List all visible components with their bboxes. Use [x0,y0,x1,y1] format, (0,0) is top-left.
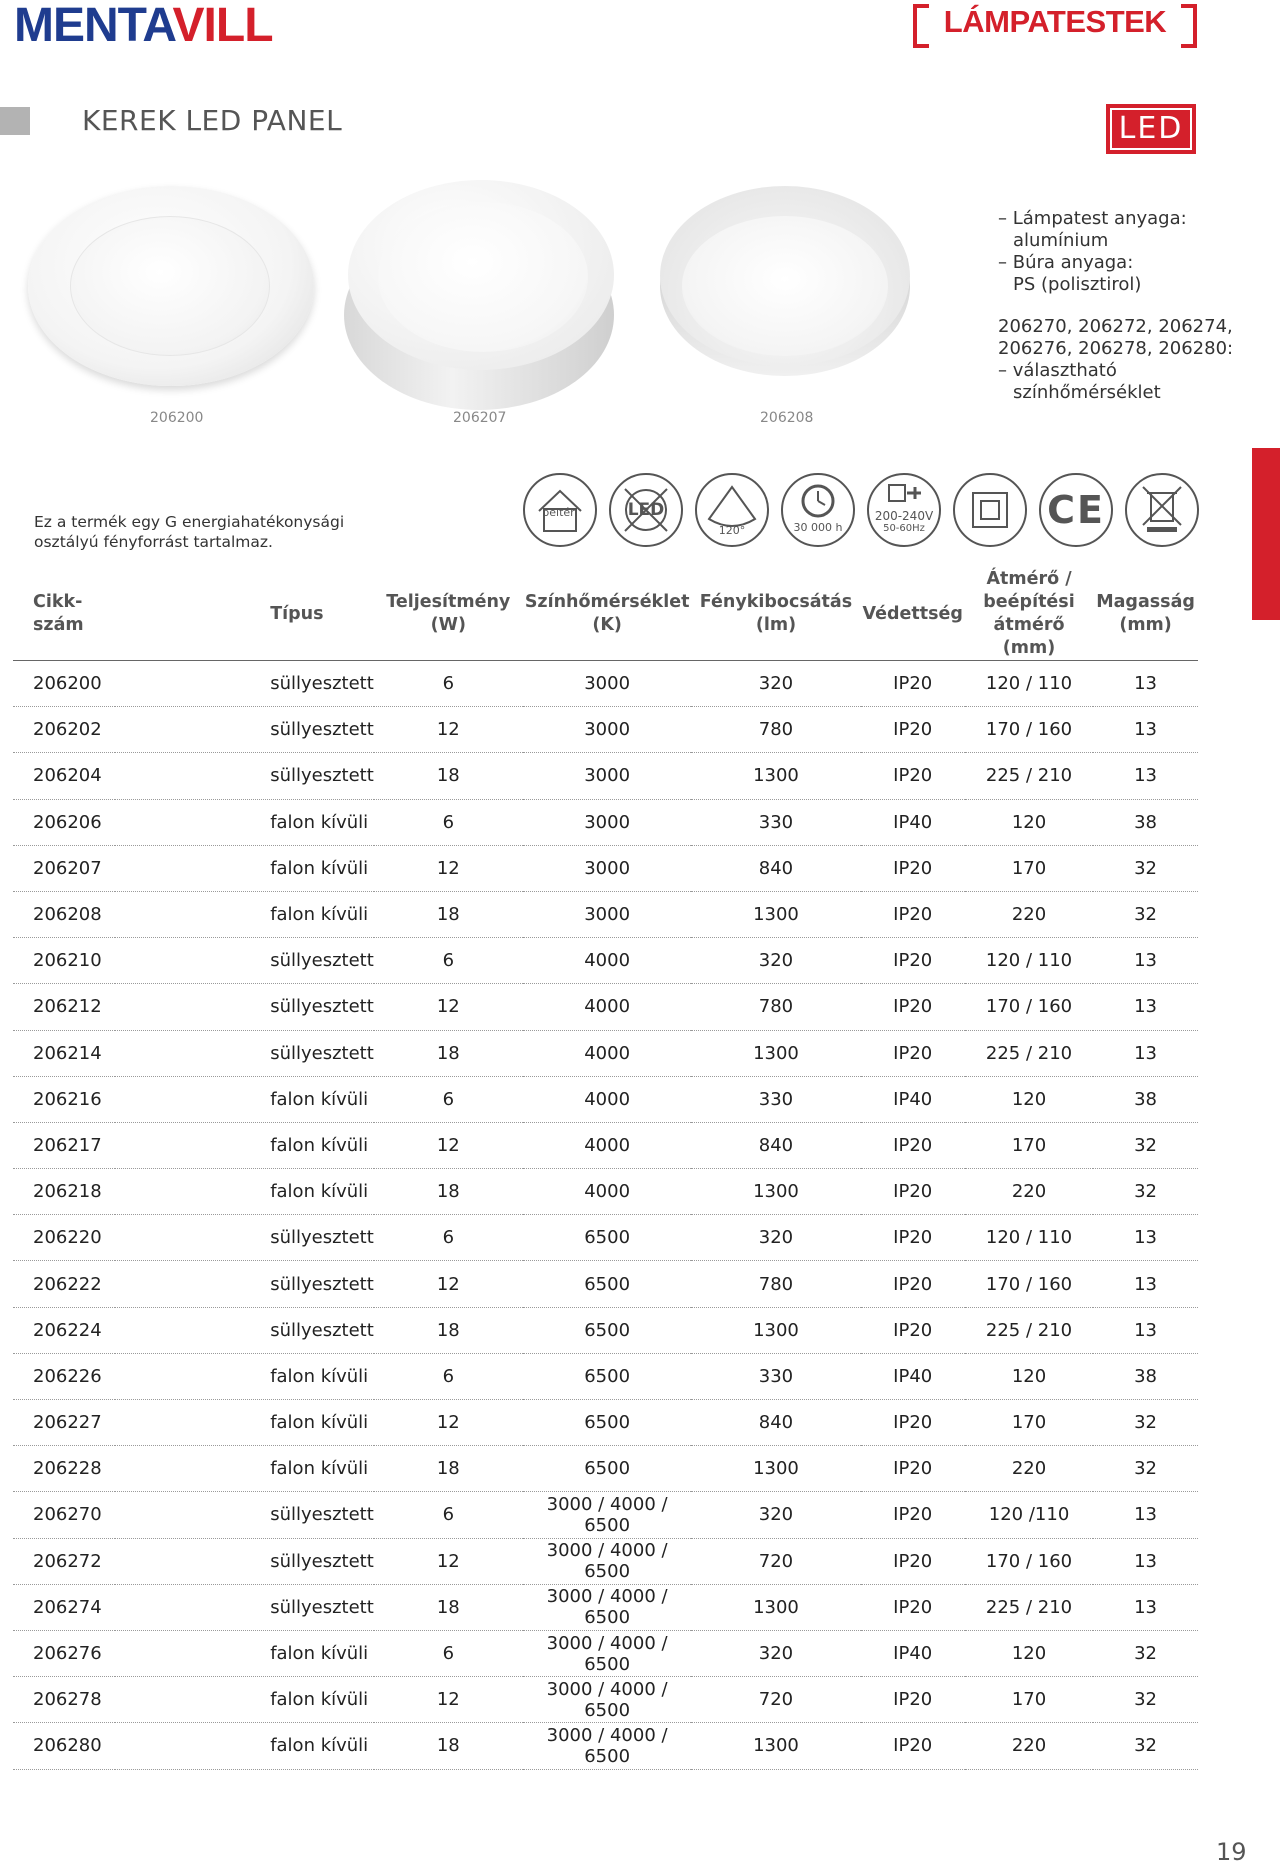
cell-color-temperature: 3000 [523,707,692,753]
cell-height: 13 [1093,707,1198,753]
voltage-icon-label [874,508,934,534]
cell-diameter: 170 [965,1400,1093,1446]
spec-line: – Búra anyaga: [998,252,1134,273]
cell-article-number: 206200 [13,661,115,707]
table-row [13,1307,1198,1353]
cell-color-temperature: 4000 [523,938,692,984]
lifetime-icon [781,473,855,547]
cell-protection: IP20 [861,1723,965,1769]
cell-height: 13 [1093,1030,1198,1076]
cell-protection: IP40 [861,1353,965,1399]
cell-type: falon kívüli [115,845,374,891]
cell-height: 13 [1093,661,1198,707]
cell-diameter: 170 / 160 [965,707,1093,753]
table-row [13,1261,1198,1307]
cell-luminous-flux: 320 [691,661,860,707]
cell-protection: IP20 [861,1030,965,1076]
cell-color-temperature: 6500 [523,1261,692,1307]
cell-color-temperature: 4000 [523,1122,692,1168]
cell-luminous-flux: 1300 [691,1584,860,1630]
feature-icons [523,473,1199,547]
indoor-icon-label: beltéri [542,505,578,519]
cell-type: falon kívüli [115,1169,374,1215]
table-row [13,984,1198,1030]
header-protection: Védettség [861,568,965,661]
cell-luminous-flux: 1300 [691,1723,860,1769]
cell-protection: IP20 [861,845,965,891]
header-luminous-flux: Fénykibocsátás (lm) [691,568,860,661]
table-row [13,661,1198,707]
cell-height: 13 [1093,1584,1198,1630]
cell-height: 32 [1093,1630,1198,1676]
spec-line: színhőmérséklet [1013,382,1161,403]
cell-power: 6 [374,799,523,845]
cell-color-temperature: 3000 [523,753,692,799]
cell-height: 13 [1093,1261,1198,1307]
cell-diameter: 120 [965,1076,1093,1122]
cell-height: 38 [1093,1353,1198,1399]
cell-height: 32 [1093,1400,1198,1446]
cell-color-temperature: 6500 [523,1307,692,1353]
cell-type: süllyesztett [115,1492,374,1538]
spec-line: – Lámpatest anyaga: [998,208,1187,229]
cell-height: 13 [1093,1215,1198,1261]
table-row [13,1492,1198,1538]
cell-type: falon kívüli [115,1353,374,1399]
cell-height: 38 [1093,799,1198,845]
cell-diameter: 170 / 160 [965,984,1093,1030]
product-photo-label: 206208 [760,410,814,426]
cell-diameter: 225 / 210 [965,1307,1093,1353]
cell-type: süllyesztett [115,753,374,799]
page-title: KEREK LED PANEL [82,104,343,137]
cell-color-temperature: 3000 / 4000 / 6500 [523,1677,692,1723]
product-photo-surface-round [344,180,618,412]
table-row [13,1723,1198,1769]
cell-luminous-flux: 330 [691,799,860,845]
cell-power: 6 [374,1492,523,1538]
product-photo-label: 206207 [453,410,507,426]
cell-luminous-flux: 330 [691,1353,860,1399]
cell-power: 18 [374,753,523,799]
cell-power: 18 [374,1030,523,1076]
section-tab-marker [1252,448,1280,620]
spec-line: PS (polisztirol) [1013,274,1142,295]
energy-class-note [34,512,344,552]
cell-type: falon kívüli [115,799,374,845]
cell-protection: IP20 [861,1215,965,1261]
cell-luminous-flux: 840 [691,1122,860,1168]
table-row [13,753,1198,799]
cell-article-number: 206207 [13,845,115,891]
cell-article-number: 206212 [13,984,115,1030]
product-photo-label: 206200 [150,410,204,426]
cell-luminous-flux: 330 [691,1076,860,1122]
cell-article-number: 206226 [13,1353,115,1399]
title-marker [0,107,30,135]
cell-color-temperature: 3000 [523,799,692,845]
table-row [13,1353,1198,1399]
cell-type: falon kívüli [115,1630,374,1676]
cell-height: 13 [1093,1538,1198,1584]
cell-protection: IP20 [861,1122,965,1168]
spec-line: – választható [998,360,1117,381]
cell-type: süllyesztett [115,1030,374,1076]
cell-luminous-flux: 780 [691,984,860,1030]
cell-protection: IP20 [861,1400,965,1446]
page-number: 19 [1216,1838,1247,1866]
cell-diameter: 120 / 110 [965,938,1093,984]
cell-type: süllyesztett [115,661,374,707]
cell-height: 32 [1093,891,1198,937]
cell-article-number: 206204 [13,753,115,799]
cell-diameter: 170 / 160 [965,1261,1093,1307]
cell-power: 18 [374,1584,523,1630]
cell-color-temperature: 6500 [523,1400,692,1446]
cell-type: süllyesztett [115,1215,374,1261]
cell-height: 32 [1093,1677,1198,1723]
category-label: LÁMPATESTEK [913,4,1197,40]
cell-diameter: 220 [965,1169,1093,1215]
cell-power: 12 [374,707,523,753]
cell-power: 6 [374,661,523,707]
indoor-icon [523,473,597,547]
cell-power: 6 [374,1630,523,1676]
spec-line: 206270, 206272, 206274, [998,316,1233,337]
header-color-temperature: Színhőmérséklet (K) [523,568,692,661]
cell-protection: IP20 [861,1446,965,1492]
cell-protection: IP20 [861,707,965,753]
cell-luminous-flux: 840 [691,1400,860,1446]
cell-height: 32 [1093,1723,1198,1769]
cell-diameter: 220 [965,1723,1093,1769]
spec-line: alumínium [1013,230,1109,251]
cell-protection: IP20 [861,1584,965,1630]
cell-luminous-flux: 320 [691,1492,860,1538]
cell-luminous-flux: 1300 [691,891,860,937]
cell-protection: IP20 [861,753,965,799]
cell-power: 6 [374,1215,523,1261]
table-row [13,707,1198,753]
cell-diameter: 120 / 110 [965,1215,1093,1261]
table-row [13,938,1198,984]
cell-article-number: 206227 [13,1400,115,1446]
led-no-uv-icon-label: LED [627,499,665,520]
cell-power: 18 [374,1446,523,1492]
cell-protection: IP40 [861,799,965,845]
table-body [13,661,1198,1770]
voltage-icon [867,473,941,547]
table-row [13,1169,1198,1215]
led-no-uv-icon [609,473,683,547]
cell-color-temperature: 3000 / 4000 / 6500 [523,1538,692,1584]
cell-color-temperature: 3000 / 4000 / 6500 [523,1584,692,1630]
cell-article-number: 206202 [13,707,115,753]
cell-power: 18 [374,1307,523,1353]
cell-color-temperature: 3000 [523,661,692,707]
cell-article-number: 206278 [13,1677,115,1723]
cell-article-number: 206208 [13,891,115,937]
brand-logo-part1: MENTA [14,0,173,52]
cell-power: 12 [374,1261,523,1307]
led-badge-label: LED [1110,108,1192,150]
cell-article-number: 206224 [13,1307,115,1353]
cell-color-temperature: 4000 [523,1169,692,1215]
cell-color-temperature: 6500 [523,1353,692,1399]
cell-power: 12 [374,984,523,1030]
cell-diameter: 220 [965,1446,1093,1492]
brand-logo [14,2,273,50]
cell-color-temperature: 6500 [523,1215,692,1261]
cell-diameter: 120 [965,1630,1093,1676]
cell-height: 32 [1093,845,1198,891]
cell-luminous-flux: 720 [691,1677,860,1723]
cell-type: süllyesztett [115,1261,374,1307]
cell-protection: IP20 [861,1492,965,1538]
cell-luminous-flux: 780 [691,1261,860,1307]
ce-mark-label: CE [1047,488,1105,532]
cell-diameter: 120 [965,799,1093,845]
led-badge [1106,104,1196,154]
cell-type: falon kívüli [115,1723,374,1769]
cell-diameter: 120 / 110 [965,661,1093,707]
cell-height: 13 [1093,1307,1198,1353]
cell-luminous-flux: 320 [691,938,860,984]
cell-power: 6 [374,1353,523,1399]
cell-article-number: 206276 [13,1630,115,1676]
cell-diameter: 120 /110 [965,1492,1093,1538]
cell-protection: IP20 [861,1169,965,1215]
cell-height: 13 [1093,984,1198,1030]
energy-note-line: Ez a termék egy G energiahatékonysági [34,513,345,531]
lifetime-icon-label: 30 000 h [793,520,843,534]
cell-color-temperature: 3000 / 4000 / 6500 [523,1630,692,1676]
cell-luminous-flux: 1300 [691,753,860,799]
cell-power: 12 [374,1400,523,1446]
table-row [13,1584,1198,1630]
cell-color-temperature: 3000 [523,891,692,937]
cell-color-temperature: 4000 [523,1076,692,1122]
cell-protection: IP40 [861,1630,965,1676]
beam-angle-icon-label: 120° [718,523,746,537]
product-photo-recessed [28,186,314,386]
cell-article-number: 206222 [13,1261,115,1307]
cell-diameter: 225 / 210 [965,1584,1093,1630]
cell-power: 12 [374,1677,523,1723]
cell-diameter: 225 / 210 [965,1030,1093,1076]
cell-type: süllyesztett [115,707,374,753]
cell-article-number: 206216 [13,1076,115,1122]
cell-luminous-flux: 780 [691,707,860,753]
header-power: Teljesítmény (W) [374,568,523,661]
cell-height: 38 [1093,1076,1198,1122]
cell-article-number: 206272 [13,1538,115,1584]
cell-color-temperature: 4000 [523,984,692,1030]
cell-article-number: 206228 [13,1446,115,1492]
cell-protection: IP40 [861,1076,965,1122]
header-type: Típus [115,568,374,661]
cell-luminous-flux: 840 [691,845,860,891]
table-row [13,1030,1198,1076]
table-row [13,1215,1198,1261]
cell-power: 18 [374,1169,523,1215]
voltage-text: 200-240V [874,508,934,523]
cell-height: 13 [1093,753,1198,799]
header-diameter: Átmérő / beépítési átmérő (mm) [965,568,1093,661]
cell-diameter: 225 / 210 [965,753,1093,799]
cell-protection: IP20 [861,1307,965,1353]
cell-power: 12 [374,1538,523,1584]
cell-color-temperature: 3000 [523,845,692,891]
cell-article-number: 206206 [13,799,115,845]
cell-diameter: 170 / 160 [965,1538,1093,1584]
table-row [13,799,1198,845]
cell-protection: IP20 [861,1538,965,1584]
cell-luminous-flux: 1300 [691,1169,860,1215]
cell-type: falon kívüli [115,1076,374,1122]
cell-article-number: 206220 [13,1215,115,1261]
cell-protection: IP20 [861,1261,965,1307]
cell-protection: IP20 [861,1677,965,1723]
table-row [13,1538,1198,1584]
cell-diameter: 170 [965,1122,1093,1168]
header-height: Magasság (mm) [1093,568,1198,661]
cell-protection: IP20 [861,891,965,937]
frequency-text: 50-60Hz [883,522,925,534]
cell-power: 18 [374,891,523,937]
cell-diameter: 220 [965,891,1093,937]
energy-note-line: osztályú fényforrást tartalmaz. [34,533,273,551]
cell-luminous-flux: 1300 [691,1030,860,1076]
beam-angle-icon [695,473,769,547]
cell-article-number: 206280 [13,1723,115,1769]
cell-type: falon kívüli [115,1400,374,1446]
table-row [13,891,1198,937]
weee-bin-icon [1125,473,1199,547]
cell-article-number: 206217 [13,1122,115,1168]
table-row [13,1076,1198,1122]
cell-type: süllyesztett [115,1538,374,1584]
product-spec-table [13,568,1198,1770]
cell-height: 13 [1093,1492,1198,1538]
table-row [13,1446,1198,1492]
spec-line: 206276, 206278, 206280: [998,338,1234,359]
ce-mark-icon [1039,473,1113,547]
table-row [13,845,1198,891]
protection-class-icon [953,473,1027,547]
cell-power: 12 [374,845,523,891]
cell-power: 6 [374,1076,523,1122]
brand-logo-part2: VILL [172,0,273,52]
cell-type: falon kívüli [115,891,374,937]
cell-protection: IP20 [861,938,965,984]
cell-diameter: 170 [965,845,1093,891]
cell-type: falon kívüli [115,1446,374,1492]
cell-type: falon kívüli [115,1122,374,1168]
cell-type: süllyesztett [115,938,374,984]
product-photo-surface-large [660,186,910,376]
cell-color-temperature: 6500 [523,1446,692,1492]
cell-luminous-flux: 320 [691,1630,860,1676]
cell-power: 6 [374,938,523,984]
cell-type: süllyesztett [115,1307,374,1353]
cell-article-number: 206218 [13,1169,115,1215]
cell-luminous-flux: 1300 [691,1446,860,1492]
cell-height: 32 [1093,1169,1198,1215]
table-row [13,1677,1198,1723]
cell-luminous-flux: 720 [691,1538,860,1584]
cell-type: süllyesztett [115,984,374,1030]
cell-color-temperature: 4000 [523,1030,692,1076]
cell-power: 12 [374,1122,523,1168]
cell-color-temperature: 3000 / 4000 / 6500 [523,1723,692,1769]
header-article-number: Cikk- szám [13,568,115,661]
cell-type: süllyesztett [115,1584,374,1630]
cell-type: falon kívüli [115,1677,374,1723]
cell-height: 32 [1093,1122,1198,1168]
cell-power: 18 [374,1723,523,1769]
cell-protection: IP20 [861,661,965,707]
material-specs [998,208,1258,404]
cell-luminous-flux: 1300 [691,1307,860,1353]
cell-diameter: 170 [965,1677,1093,1723]
cell-color-temperature: 3000 / 4000 / 6500 [523,1492,692,1538]
cell-article-number: 206274 [13,1584,115,1630]
cell-article-number: 206210 [13,938,115,984]
cell-article-number: 206270 [13,1492,115,1538]
cell-protection: IP20 [861,984,965,1030]
cell-height: 32 [1093,1446,1198,1492]
table-header-row [13,568,1198,661]
table-row [13,1630,1198,1676]
cell-article-number: 206214 [13,1030,115,1076]
cell-diameter: 120 [965,1353,1093,1399]
cell-luminous-flux: 320 [691,1215,860,1261]
table-row [13,1122,1198,1168]
table-row [13,1400,1198,1446]
cell-height: 13 [1093,938,1198,984]
